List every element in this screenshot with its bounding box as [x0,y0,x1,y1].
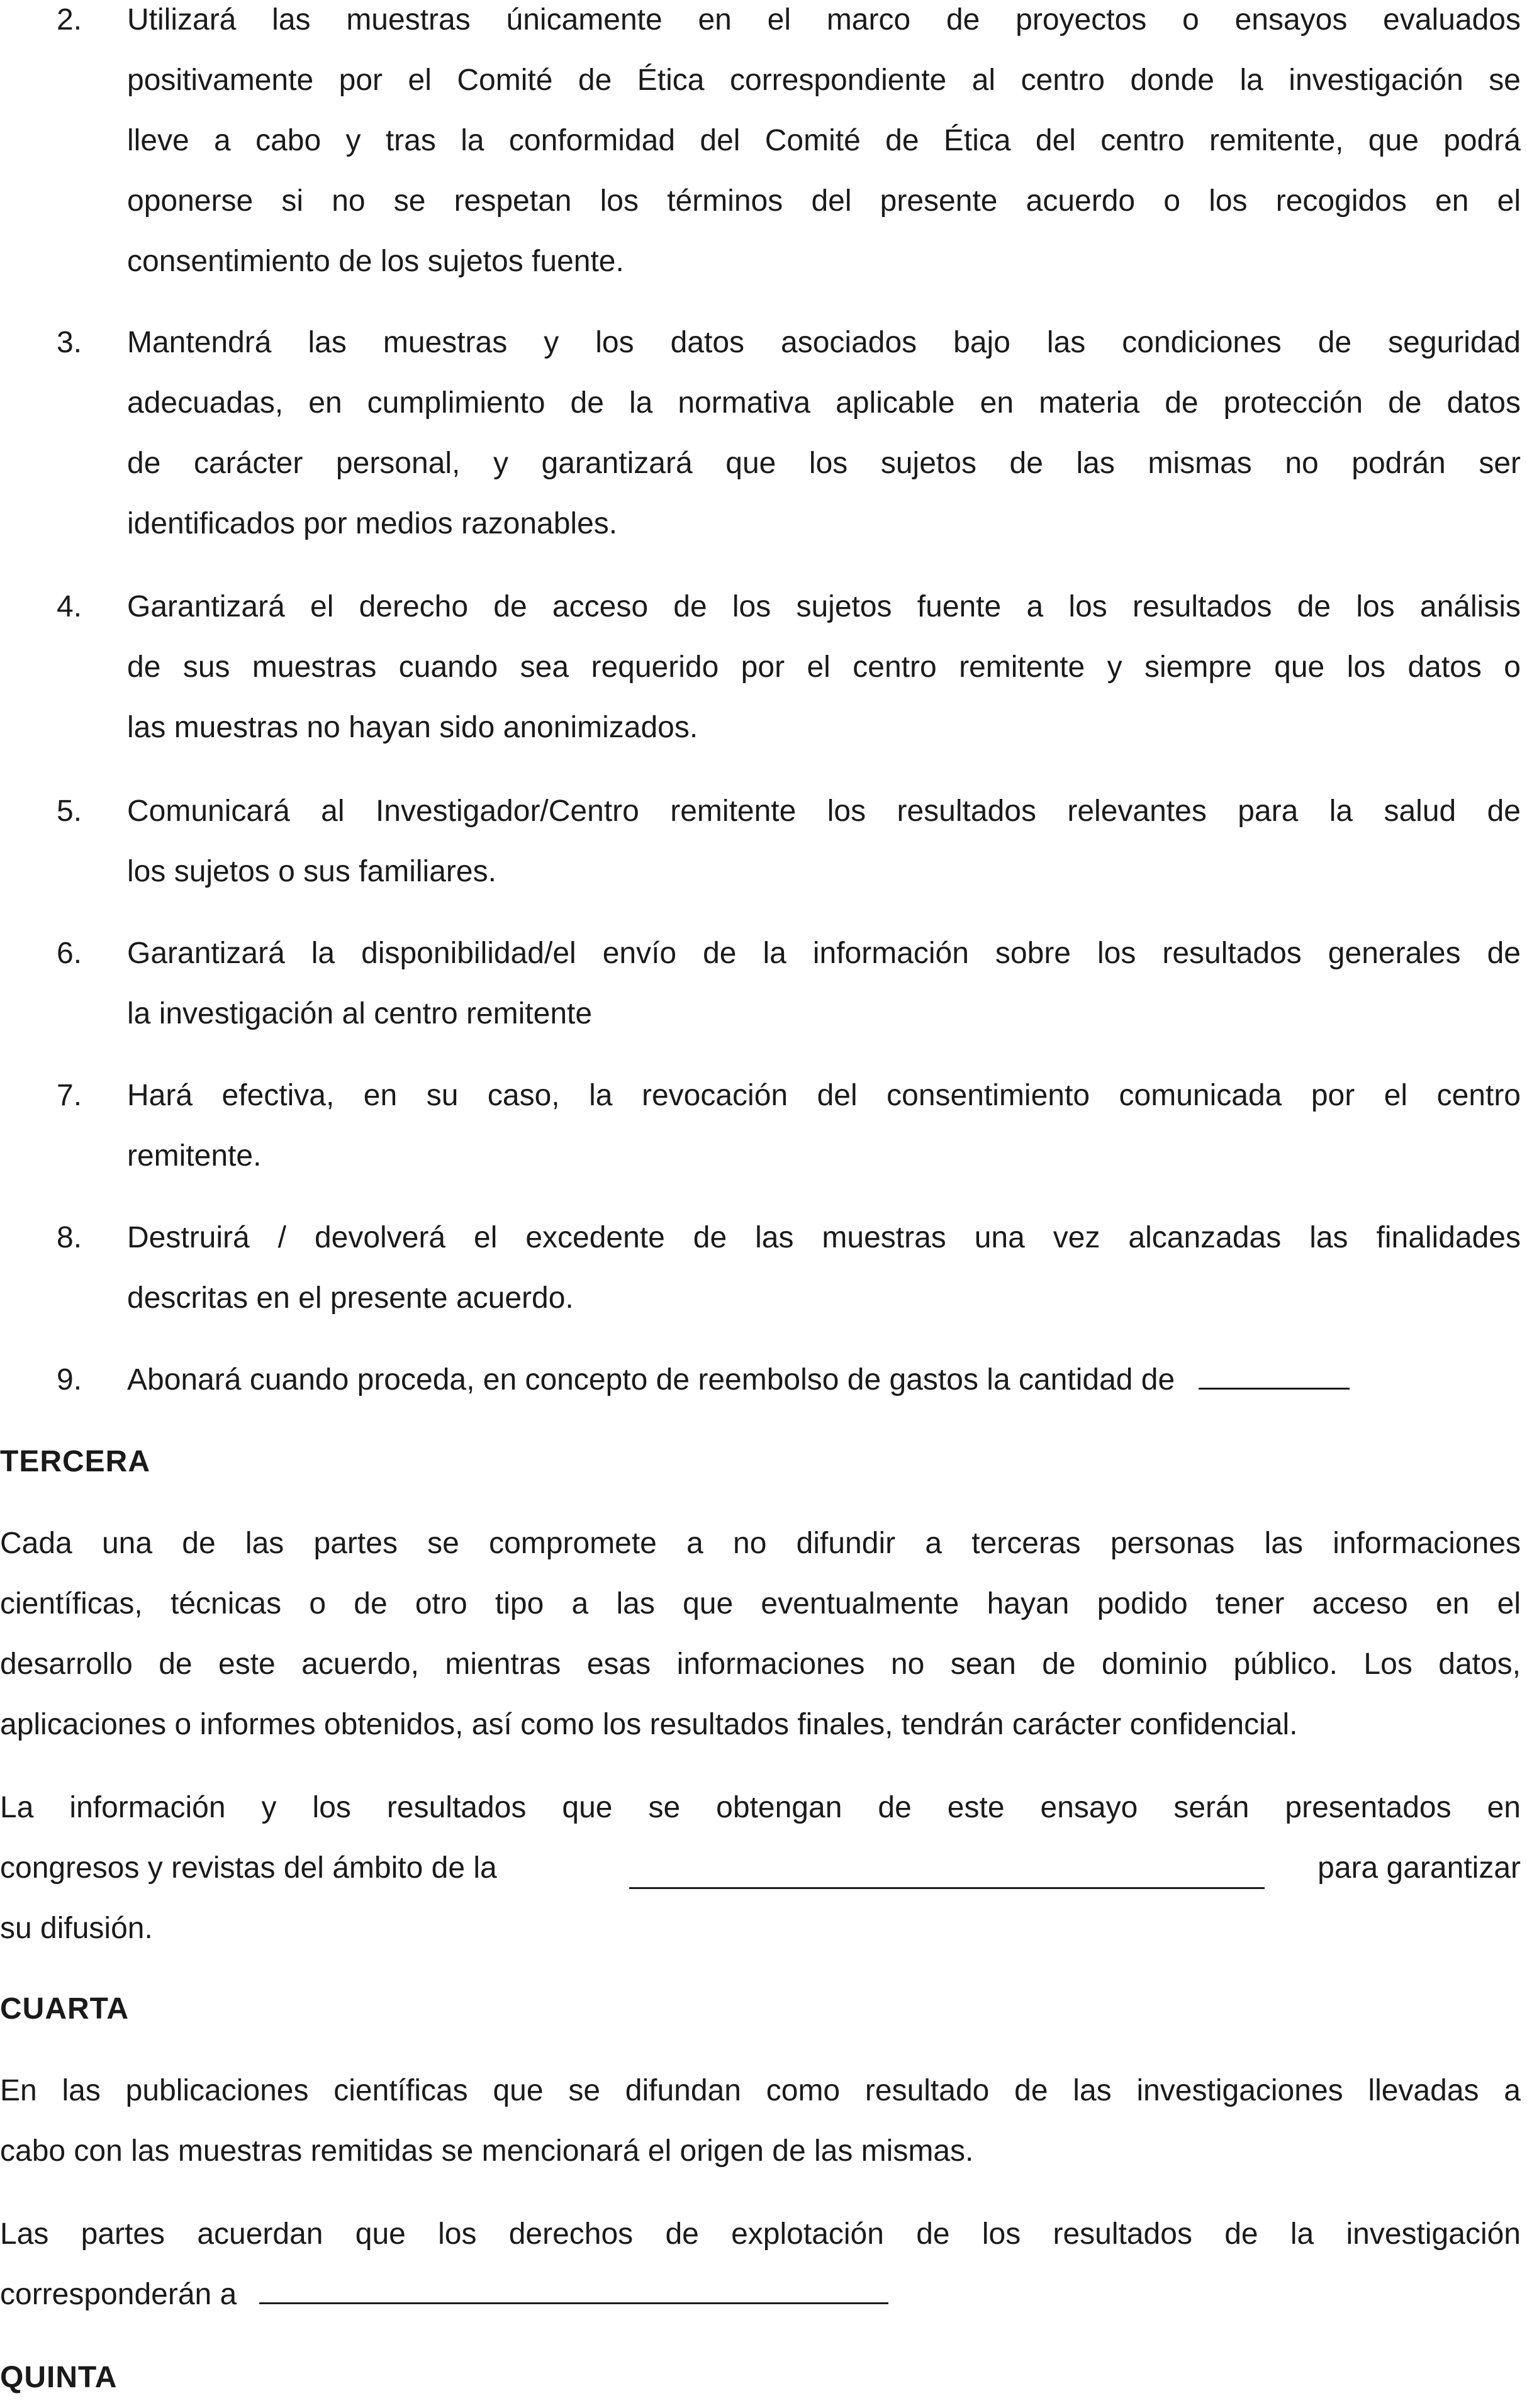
item-number: 3. [57,326,82,359]
section-heading-tercera: TERCERA [0,1445,151,1478]
item-number: 8. [57,1221,82,1254]
paragraph-line: aplicaciones o informes obtenidos, así como los resultados finales, tendrán carácter confidencial. [0,1708,1298,1741]
item-line: Hará efectiva, en su caso, la revocación del consentimiento comunicada por el centro [127,1079,1521,1112]
item-line: consentimiento de los sujetos fuente. [127,245,624,278]
item-line: lleve a cabo y tras la conformidad del Comité de Ética del centro remitente, que podrá [127,124,1521,157]
scope-blank-field[interactable] [629,1863,1265,1889]
paragraph-text: para garantizar [1317,1851,1521,1885]
item-line: Garantizará la disponibilidad/el envío de la información sobre los resultados generales de [127,937,1521,970]
section-heading-cuarta: CUARTA [0,1992,130,2026]
paragraph-line: cabo con las muestras remitidas se mencionará el origen de las mismas. [0,2134,974,2168]
paragraph-line: su difusión. [0,1912,153,1945]
item-line: las muestras no hayan sido anonimizados. [127,711,698,744]
paragraph-text: corresponderán a [0,2278,237,2311]
paragraph-text: congresos y revistas del ámbito de la [0,1851,497,1885]
item-line: Comunicará al Investigador/Centro remitente los resultados relevantes para la salud de [127,794,1521,828]
item-line: Destruirá / devolverá el excedente de las muestras una vez alcanzadas las finalidades [127,1221,1521,1254]
item-number: 2. [57,3,82,36]
item-number: 6. [57,937,82,970]
paragraph-line: En las publicaciones científicas que se difundan como resultado de las investigaciones llevadas a [0,2074,1521,2107]
item-number: 4. [57,590,82,623]
item-line: Utilizará las muestras únicamente en el marco de proyectos o ensayos evaluados [127,3,1521,36]
item-number: 9. [57,1363,82,1396]
item-line: la investigación al centro remitente [127,997,593,1030]
item-number: 7. [57,1079,82,1112]
item-line: positivamente por el Comité de Ética correspondiente al centro donde la investigación se [127,64,1521,97]
item-line: de sus muestras cuando sea requerido por el centro remitente y siempre que los datos o [127,650,1521,684]
item-line: oponerse si no se respetan los términos del presente acuerdo o los recogidos en el [127,184,1521,218]
item-number: 5. [57,794,82,828]
paragraph-line: Cada una de las partes se compromete a no difundir a terceras personas las informaciones [0,1527,1521,1560]
item-line: identificados por medios razonables. [127,507,618,540]
item-line: remitente. [127,1139,262,1173]
item-line: Mantendrá las muestras y los datos asociados bajo las condiciones de seguridad [127,326,1521,359]
item-line [127,1350,1521,1410]
item-line: adecuadas, en cumplimiento de la normativa aplicable en materia de protección de datos [127,386,1521,420]
item-line: descritas en el presente acuerdo. [127,1281,574,1315]
item-line: de carácter personal, y garantizará que los sujetos de las mismas no podrán ser [127,447,1521,480]
paragraph-line: Las partes acuerdan que los derechos de explotación de los resultados de la investigación [0,2217,1521,2251]
item-line: los sujetos o sus familiares. [127,855,496,888]
amount-blank-field[interactable] [1199,1364,1350,1390]
recipient-blank-field[interactable] [259,2278,888,2304]
paragraph-line: científicas, técnicas o de otro tipo a las que eventualmente hayan podido tener acceso en el [0,1587,1521,1620]
paragraph-line: desarrollo de este acuerdo, mientras esas informaciones no sean de dominio público. Los datos, [0,1647,1521,1681]
paragraph-line: La información y los resultados que se obtengan de este ensayo serán presentados en [0,1791,1521,1824]
section-heading-quinta: QUINTA [0,2361,118,2394]
item-line: Garantizará el derecho de acceso de los sujetos fuente a los resultados de los análisis [127,590,1521,623]
paragraph-line [0,2265,1521,2325]
item-line-text: Abonará cuando proceda, en concepto de reembolso de gastos la cantidad de [127,1363,1175,1396]
